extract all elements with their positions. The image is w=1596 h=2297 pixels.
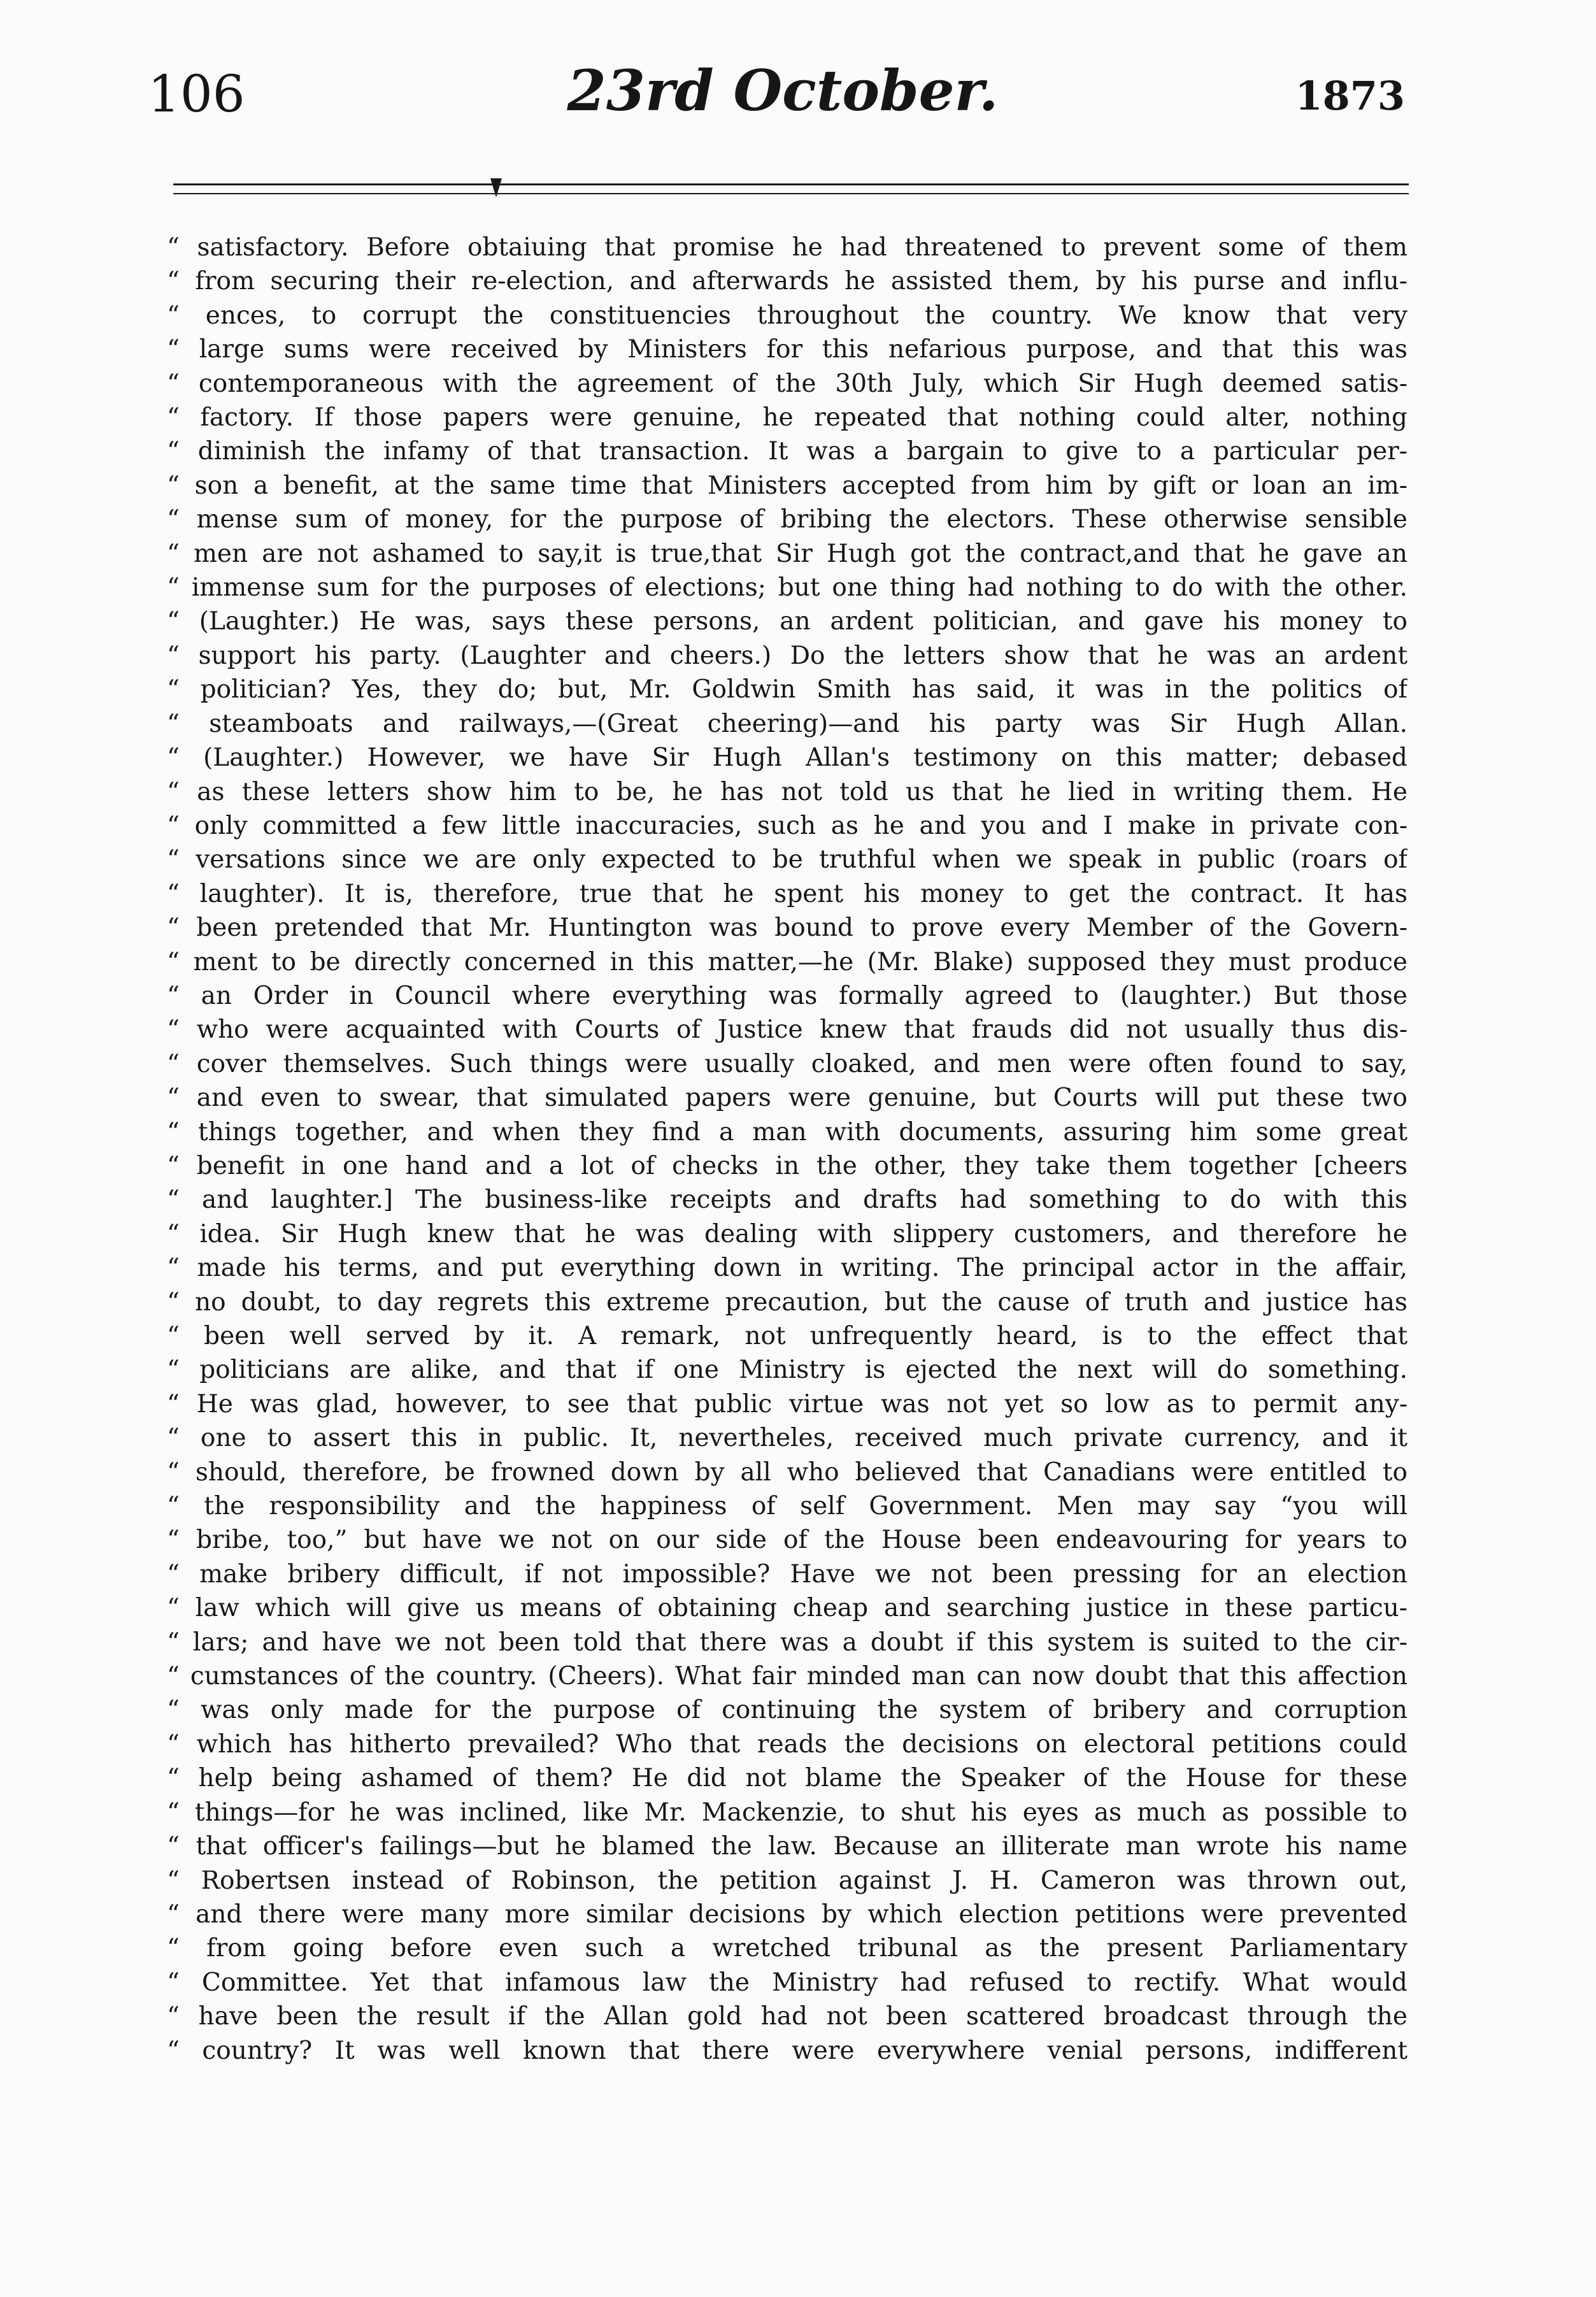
text-line: “ large sums were received by Ministers for this nefarious purpose, and that this was [167, 335, 1407, 364]
text-line: “ things—for he was inclined, like Mr. Mackenzie, to shut his eyes as much as possible to [167, 1798, 1407, 1827]
text-line: “ benefit in one hand and a lot of checks in the other, they take them together [cheers [167, 1151, 1407, 1180]
text-line: “ steamboats and railways,—(Great cheering)—and his party was Sir Hugh Allan. [167, 709, 1407, 738]
text-line: “ lars; and have we not been told that there was a doubt if this system is suited to the cir- [167, 1628, 1407, 1657]
text-line: “ should, therefore, be frowned down by all who believed that Canadians were entitled to [167, 1457, 1407, 1487]
text-line: “ ment to be directly concerned in this matter,—he (Mr. Blake) supposed they must produce [167, 947, 1407, 977]
text-line: “ son a benefit, at the same time that Ministers accepted from him by gift or loan an im- [167, 471, 1407, 500]
text-line: “ that officer's failings—but he blamed the law. Because an illiterate man wrote his name [167, 1832, 1407, 1861]
text-line: “ cumstances of the country. (Cheers). What fair minded man can now doubt that this affection [167, 1662, 1407, 1691]
text-line: “ been well served by it. A remark, not unfrequently heard, is to the effect that [167, 1322, 1407, 1350]
text-line: “ immense sum for the purposes of elections; but one thing had nothing to do with the other. [167, 573, 1407, 603]
text-line: “ from securing their re-election, and afterwards he assisted them, by his purse and influ- [167, 267, 1407, 296]
text-line: “ He was glad, however, to see that public virtue was not yet so low as to permit any- [167, 1389, 1407, 1419]
text-line: “ from going before even such a wretched tribunal as the present Parliamentary [167, 1934, 1407, 1963]
body-text [167, 231, 1407, 2068]
text-line: “ an Order in Council where everything was formally agreed to (laughter.) But those [167, 981, 1407, 1010]
text-line: “ was only made for the purpose of continuing the system of bribery and corruption [167, 1696, 1407, 1725]
text-line: “ cover themselves. Such things were usually cloaked, and men were often found to say, [167, 1049, 1407, 1078]
text-line: “ things together, and when they find a man with documents, assuring him some great [167, 1117, 1407, 1147]
text-line: “ country? It was well known that there were everywhere venial persons, indifferent [167, 2036, 1407, 2065]
text-line: “ which has hitherto prevailed? Who that reads the decisions on electoral petitions could [167, 1729, 1407, 1759]
text-line: “ men are not ashamed to say,it is true,that Sir Hugh got the contract,and that he gave an [167, 539, 1407, 568]
page-header [0, 0, 1596, 166]
text-line: “ and even to swear, that simulated papers were genuine, but Courts will put these two [167, 1084, 1407, 1113]
text-line: “ support his party. (Laughter and cheers.) Do the letters show that he was an ardent [167, 641, 1407, 670]
text-line: “ made his terms, and put everything down in writing. The principal actor in the affair, [167, 1254, 1407, 1283]
page-date: 23rd October. [567, 57, 999, 124]
text-line: “ (Laughter.) However, we have Sir Hugh Allan's testimony on this matter; debased [167, 743, 1407, 773]
text-line: “ laughter). It is, therefore, true that he spent his money to get the contract. It has [167, 879, 1407, 908]
text-line: “ factory. If those papers were genuine, he repeated that nothing could alter, nothing [167, 403, 1407, 433]
header-rule [173, 183, 1409, 194]
rule-ornament [490, 178, 502, 197]
text-line: “ versations since we are only expected to be truthful when we speak in public (roars of [167, 845, 1407, 875]
text-line: “ the responsibility and the happiness of self Government. Men may say “you will [167, 1492, 1407, 1521]
text-line: “ only committed a few little inaccuracies, such as he and you and I make in private con- [167, 811, 1407, 840]
page-year: 1873 [1295, 73, 1405, 119]
text-line: “ mense sum of money, for the purpose of bribing the electors. These otherwise sensible [167, 505, 1407, 534]
text-line: “ no doubt, to day regrets this extreme precaution, but the cause of truth and justice has [167, 1287, 1407, 1317]
text-line: “ one to assert this in public. It, nevertheles, received much private currency, and it [167, 1424, 1407, 1453]
text-line: “ politicians are alike, and that if one Ministry is ejected the next will do something. [167, 1356, 1407, 1385]
text-line: “ as these letters show him to be, he has not told us that he lied in writing them. He [167, 777, 1407, 806]
text-line: “ diminish the infamy of that transaction. It was a bargain to give to a particular per- [167, 437, 1407, 466]
text-line: “ and there were many more similar decisions by which election petitions were prevented [167, 1900, 1407, 1929]
text-line: “ law which will give us means of obtaining cheap and searching justice in these particu- [167, 1594, 1407, 1623]
text-line: “ been pretended that Mr. Huntington was bound to prove every Member of the Govern- [167, 913, 1407, 943]
text-line: “ Committee. Yet that infamous law the Ministry had refused to rectify. What would [167, 1968, 1407, 1997]
text-line: “ have been the result if the Allan gold had not been scattered broadcast through the [167, 2002, 1407, 2031]
text-line: “ contemporaneous with the agreement of the 30th July, which Sir Hugh deemed satis- [167, 369, 1407, 398]
text-line: “ satisfactory. Before obtaiuing that promise he had threatened to prevent some of them [167, 233, 1407, 262]
text-line: “ (Laughter.) He was, says these persons, an ardent politician, and gave his money to [167, 607, 1407, 636]
text-line: “ bribe, too,” but have we not on our side of the House been endeavouring for years to [167, 1526, 1407, 1555]
text-line: “ idea. Sir Hugh knew that he was dealing with slippery customers, and therefore he [167, 1219, 1407, 1249]
text-line: “ and laughter.] The business-like receipts and drafts had something to do with this [167, 1185, 1407, 1215]
text-line: “ make bribery difficult, if not impossible? Have we not been pressing for an election [167, 1559, 1407, 1589]
text-line: “ who were acquainted with Courts of Justice knew that frauds did not usually thus dis- [167, 1015, 1407, 1045]
text-line: “ Robertsen instead of Robinson, the petition against J. H. Cameron was thrown out, [167, 1866, 1407, 1895]
text-line: “ politician? Yes, they do; but, Mr. Goldwin Smith has said, it was in the politics of [167, 675, 1407, 705]
page-number: 106 [148, 64, 245, 124]
text-line: “ help being ashamed of them? He did not blame the Speaker of the House for these [167, 1764, 1407, 1793]
text-line: “ ences, to corrupt the constituencies throughout the country. We know that very [167, 301, 1407, 330]
